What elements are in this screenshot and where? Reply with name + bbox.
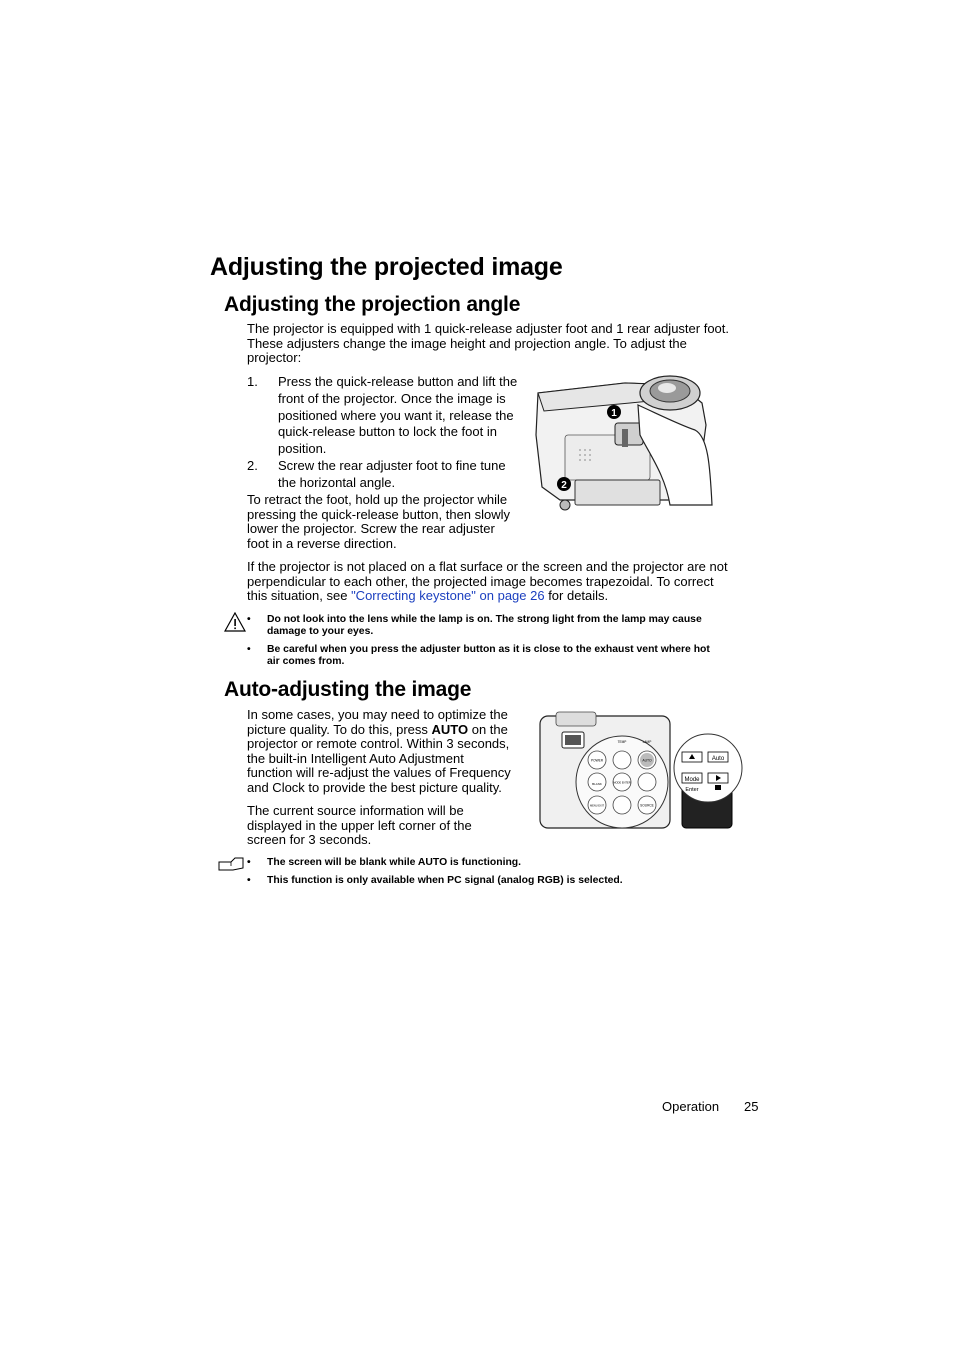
auto-line: displayed in the upper left corner of the — [247, 817, 472, 833]
menu-exit-button-label: MENU EXIT — [589, 804, 605, 808]
bullet: • — [247, 644, 251, 655]
step-number: 1. — [247, 374, 258, 389]
step-number: 2. — [247, 458, 258, 473]
retract-line: pressing the quick-release button, then slowly — [247, 506, 511, 522]
step-line: Press the quick-release button and lift the — [278, 374, 518, 389]
bullet: • — [247, 614, 251, 625]
step-text — [278, 458, 528, 492]
source-button-label: SOURCE — [640, 803, 654, 808]
callout-2-label: 2 — [561, 480, 567, 491]
retract-line: lower the projector. Screw the rear adjuster — [247, 521, 495, 537]
keystone-text: for details. — [544, 588, 609, 604]
footer-section-name: Operation — [662, 1099, 720, 1114]
step-line: the horizontal angle. — [278, 474, 396, 490]
auto-button-label: AUTO — [642, 758, 652, 763]
keystone-line: If the projector is not placed on a flat surface or the screen and the projector are not — [247, 559, 728, 574]
note-hand-icon — [217, 855, 245, 873]
auto-line: function will re-adjust the values of Frequency — [247, 765, 511, 781]
page-title: Adjusting the projected image — [210, 253, 563, 281]
keystone-line — [247, 589, 728, 604]
step-line: front of the projector. Once the image is — [278, 390, 506, 406]
warning-icon — [224, 612, 246, 632]
warning-text — [267, 644, 747, 669]
mode-enter-button-label: MODE ENTER — [613, 781, 631, 785]
auto-text: picture quality. To do this, press — [247, 721, 432, 737]
bullet: • — [247, 875, 251, 886]
keystone-line: perpendicular to each other, the projected image becomes trapezoidal. To correct — [247, 573, 714, 589]
auto-line: The current source information will be — [247, 803, 464, 818]
step-2 — [247, 458, 537, 492]
auto-line: and Clock to provide the best picture quality. — [247, 779, 502, 795]
step-line: quick-release button to lock the foot in — [278, 424, 497, 440]
remote-mode-label: Mode — [684, 777, 700, 783]
note-text: The screen will be blank while AUTO is functioning. — [267, 857, 522, 868]
auto-line: the built-in Intelligent Auto Adjustment — [247, 750, 464, 766]
warning-line: Be careful when you press the adjuster button as it is close to the exhaust vent where hot — [267, 644, 710, 655]
auto-line: projector or remote control. Within 3 seconds, — [247, 736, 510, 752]
section-heading-projection-angle: Adjusting the projection angle — [224, 293, 521, 316]
remote-auto-label: Auto — [711, 756, 725, 762]
step-text — [278, 374, 528, 458]
retract-line: To retract the foot, hold up the projector while — [247, 492, 508, 507]
power-button-label: POWER — [590, 758, 604, 763]
intro-line: These adjusters change the image height and projection angle. To adjust the — [247, 335, 687, 351]
warning-item — [247, 614, 747, 640]
note-item — [247, 875, 747, 889]
step-line: position. — [278, 441, 327, 457]
warning-line: air comes from. — [267, 656, 345, 668]
intro-line: The projector is equipped with 1 quick-release adjuster foot and 1 rear adjuster foot. — [247, 321, 729, 336]
auto-line — [247, 723, 511, 738]
auto-keyword: AUTO — [431, 721, 469, 737]
warning-line: damage to your eyes. — [267, 626, 374, 638]
note-text: This function is only available when PC signal (analog RGB) is selected. — [267, 875, 623, 886]
warning-text — [267, 614, 747, 639]
bullet: • — [247, 857, 251, 868]
callout-1-marker — [607, 405, 621, 419]
keystone-text: this situation, see — [247, 588, 352, 604]
projector-adjuster-foot-illustration — [530, 375, 720, 515]
auto-paragraph-1 — [247, 708, 511, 796]
step-line: positioned where you want it, release the — [278, 407, 514, 423]
warning-item — [247, 644, 747, 670]
correcting-keystone-link[interactable]: "Correcting keystone" on page 26 — [351, 588, 545, 604]
intro-paragraph — [247, 322, 729, 366]
note-item — [247, 857, 747, 871]
auto-text: on the — [468, 721, 508, 737]
warning-line: Do not look into the lens while the lamp is on. The strong light from the lamp may cause — [267, 614, 702, 625]
auto-line: screen for 3 seconds. — [247, 832, 372, 848]
step-line: Screw the rear adjuster foot to fine tune — [278, 458, 506, 473]
retract-line: foot in a reverse direction. — [247, 535, 397, 551]
lamp-indicator-label: LAMP — [642, 740, 652, 744]
retract-paragraph — [247, 493, 510, 551]
auto-line: In some cases, you may need to optimize the — [247, 707, 508, 722]
callout-1-label: 1 — [611, 408, 617, 419]
step-1 — [247, 374, 537, 460]
section-heading-auto-adjusting: Auto-adjusting the image — [224, 678, 472, 701]
auto-paragraph-2 — [247, 804, 472, 848]
temp-indicator-label: TEMP — [617, 740, 627, 744]
callout-2-marker — [557, 477, 571, 491]
intro-line: projector: — [247, 350, 302, 366]
remote-enter-label: Enter — [685, 787, 699, 793]
control-panel-illustration — [536, 710, 748, 834]
keystone-paragraph — [247, 560, 728, 604]
footer-page-number: 25 — [744, 1099, 759, 1114]
blank-button-label: BLANK — [592, 782, 602, 786]
